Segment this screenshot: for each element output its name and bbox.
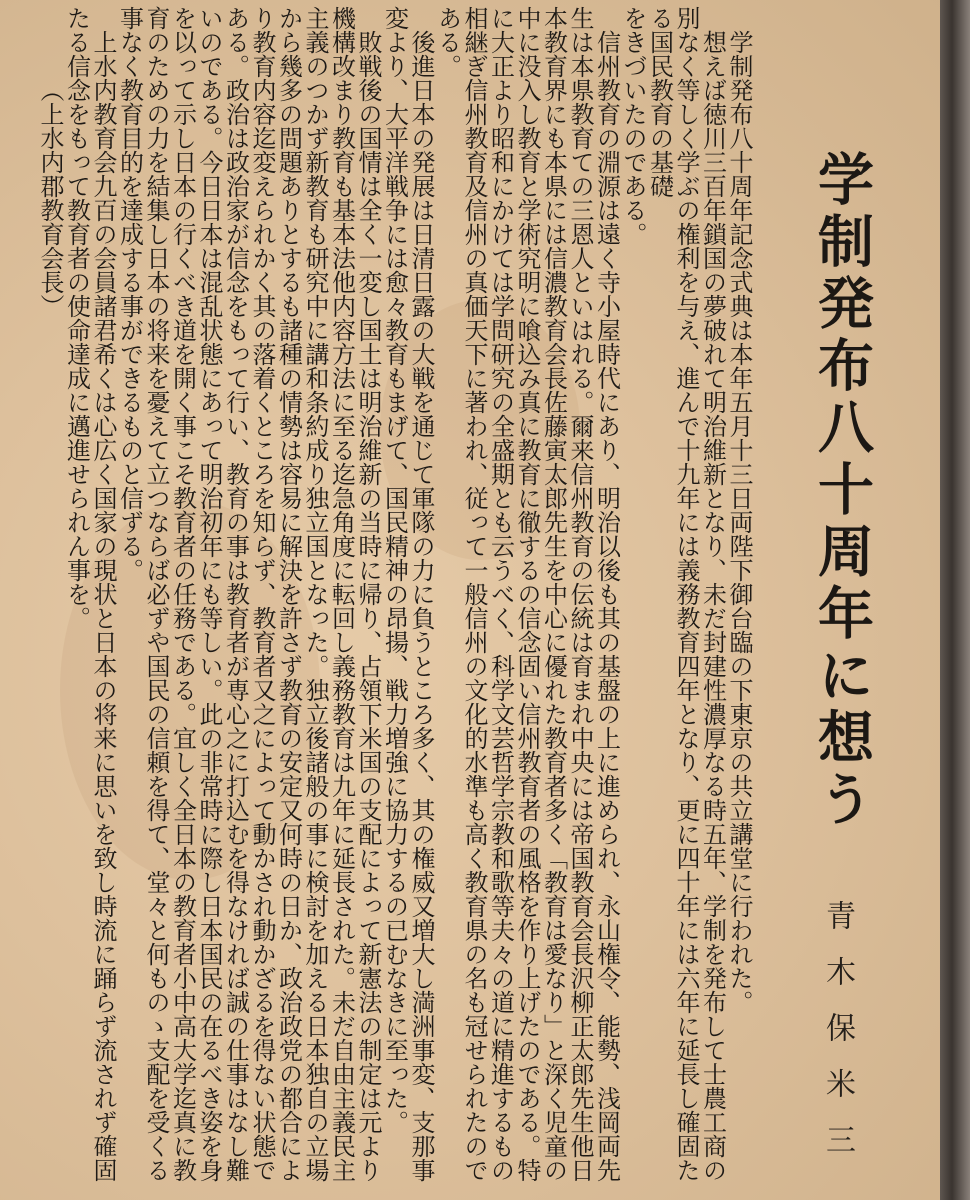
opening-paragraph-2: 想えば徳川三百年鎖国の夢破れて明治維新となり、未だ封建性濃厚なる時五年、学制を発布して士農工商の別なく等しく学ぶの権利を与え、進んで十九年には義務教育四年となり、更に四十年には六年に延長し確固たる国民教育の基礎 xyxy=(645,6,727,1182)
opening-paragraph-1: 学制発布八十周年記念式典は本年五月十三日両陛下御台臨の下東京の共立講堂に行われた。 xyxy=(725,30,753,1014)
author-affiliation: （上水内郡教育会長） xyxy=(36,78,64,318)
paragraph-shinshu-education: 信州教育の淵源は遠く寺小屋時代にあり、明治以後も其の基盤の上に進められ、永山権令、能勢、浅岡両先生は本県教育ての三恩人といはれる。爾来信州教育の伝統は育まれ中央には帝国教育会長沢柳正太郎先生他日本教育界にも本県には信濃教育会長佐藤寅太郎先生を中心に優れた教育者多く「教育は愛なり」と深く児童の中に没入し教育と学術究明に喰込み真に教育に徹するの信念固い信州教育者の風格を作り上げたのである。特に大正より昭和にかけては学問研究の全盛期とも云うべく、科学文芸哲学宗教和歌等夫々の道に精進するもの相継ぎ信州教育及信州の真価天下に著われ、従って一般信州の文化的水準も高く教育県の名も冠せられたのである。 xyxy=(433,6,621,1182)
page-gutter xyxy=(940,0,970,1200)
article-title: 学制発布八十周年に想う xyxy=(809,150,875,832)
paragraph-closing: 上水内教育会九百の会員諸君希くは心広く国家の現状と日本の将来に思いを致し時流に踊らず流されず確固たる信念をもって教育者の使命達成に邁進せられん事を。 xyxy=(62,6,117,1182)
paragraph-continuation: をきづいたのである。 xyxy=(619,6,647,246)
paragraph-postwar: 敗戦後の国情は全く一変し国土は明治維新の当時に帰り、占領下米国の支配によって新憲法の制定は元より機構改まり教育も基本法他内容方法に至る迄急角度に転回し義務教育は九年に延長された。未だ自由主義民主主義のつかず新教育も研究中に講和条約成り独立国となった。独立後諸般の事に検討を加える日本独自の立場から幾多の問題ありとするも諸種の情勢は容易に解決を許さず教育の安定又何時の日か、政治政党の都合により教育内容迄変えられかく其の落着くところを知らず、教育者又之によって動かされ動かざるを得ない状態である。政治は政治家が信念をもって行い、教育の事は教育者が専心之に打込むを得なければ誠の仕事はなし難いのである。今日日本は混乱状態にあって明治初年にも等しい。此の非常時に際し日本国民の在るべき姿を身を以って示し日本の行くべき道を開く事こそ教育者の任務である。宜しく全日本の教育者小中高大学迄真に教育のための力を結集し日本の将来を憂えて立つならば必ずや国民の信頼を得て、堂々と何ものゝ支配を受くる事なく教育目的を達成する事ができるものと信ずる。 xyxy=(115,6,382,1182)
author-name: 青木保米三 xyxy=(820,900,855,1180)
article-body xyxy=(37,6,753,1200)
paragraph-war-era: 後進日本の発展は日清日露の大戦を通じて軍隊の力に負うところ多く、其の権威又増大し満洲事変、支那事変より、大平洋戦争には愈々教育もまげて、国民精神の昂揚、戦力増強に協力するの已むなきに至った。 xyxy=(380,6,435,1182)
